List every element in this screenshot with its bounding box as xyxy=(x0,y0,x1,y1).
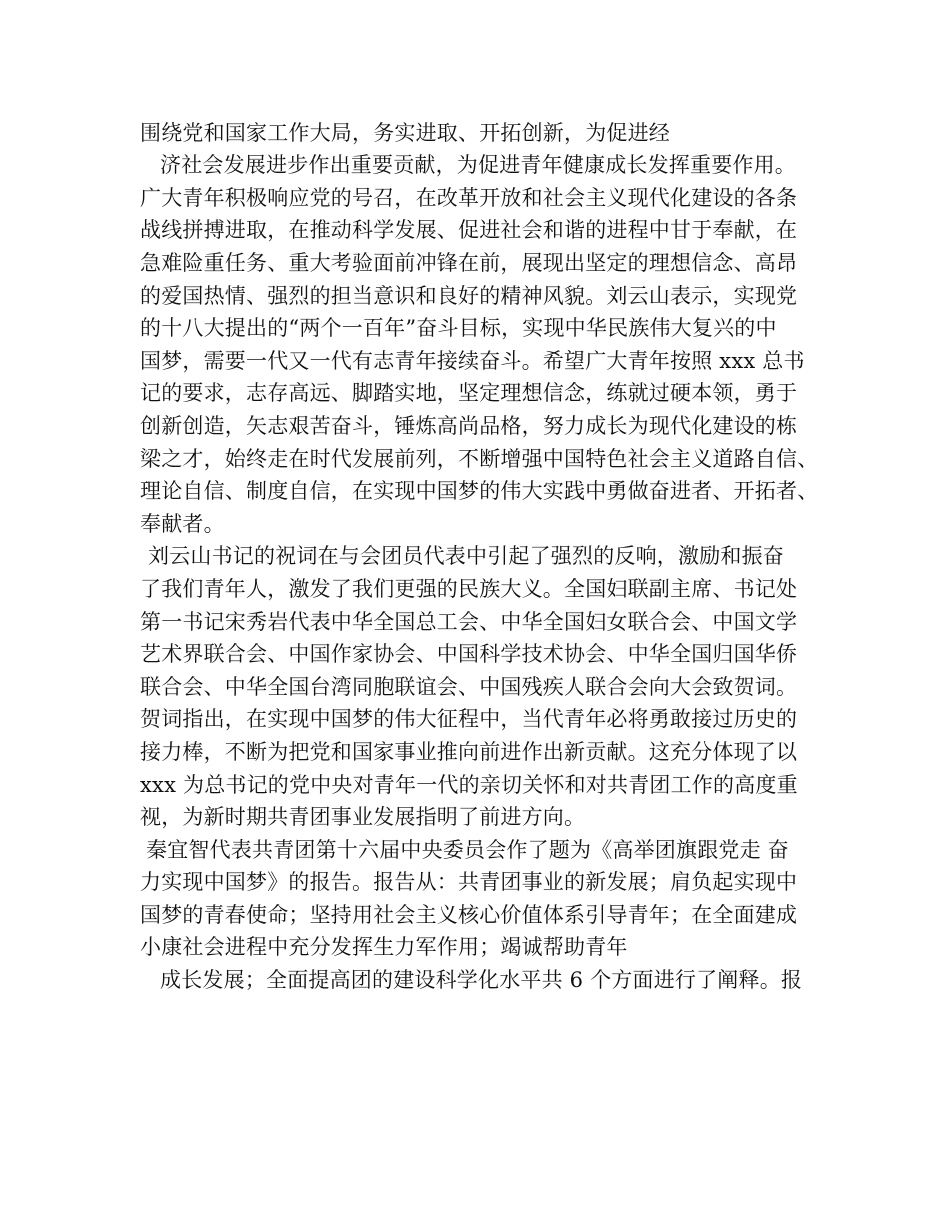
text-line: 成长发展；全面提高团的建设科学化水平共 6 个方面进行了阐释。报 xyxy=(160,968,803,992)
text-line: 战线拼搏进取，在推动科学发展、促进社会和谐的进程中甘于奉献，在 xyxy=(140,218,798,242)
text-line: 创新创造，矢志艰苦奋斗，锤炼高尚品格，努力成长为现代化建设的栋 xyxy=(140,414,798,438)
text-line: 梁之才，始终走在时代发展前列，不断增强中国特色社会主义道路自信、 xyxy=(140,447,819,471)
text-line: 奉献者。 xyxy=(140,512,225,536)
text-line: 接力棒，不断为把党和国家事业推向前进作出新贡献。这充分体现了以 xyxy=(140,740,798,764)
text-line: 理论自信、制度自信，在实现中国梦的伟大实践中勇做奋进者、开拓者、 xyxy=(140,479,819,503)
text-line: 贺词指出，在实现中国梦的伟大征程中，当代青年必将勇敢接过历史的 xyxy=(140,707,798,731)
text-line: 急难险重任务、重大考验面前冲锋在前，展现出坚定的理想信念、高昂 xyxy=(140,251,798,275)
text-line: 刘云山书记的祝词在与会团员代表中引起了强烈的反响，激励和振奋 xyxy=(148,544,784,568)
text-line: 广大青年积极响应党的号召，在改革开放和社会主义现代化建设的各条 xyxy=(140,186,798,210)
text-line: 力实现中国梦》的报告。报告从：共青团事业的新发展；肩负起实现中 xyxy=(140,870,798,894)
text-line: 视，为新时期共青团事业发展指明了前进方向。 xyxy=(140,805,586,829)
text-line: 小康社会进程中充分发挥生力军作用；竭诚帮助青年 xyxy=(140,935,628,959)
text-line: 联合会、中华全国台湾同胞联谊会、中国残疾人联合会向大会致贺词。 xyxy=(140,675,798,699)
text-line: 的爱国热情、强烈的担当意识和良好的精神风貌。刘云山表示，实现党 xyxy=(140,284,798,308)
text-line: 第一书记宋秀岩代表中华全国总工会、中华全国妇女联合会、中国文学 xyxy=(140,610,798,634)
text-line: 艺术界联合会、中国作家协会、中国科学技术协会、中华全国归国华侨 xyxy=(140,642,798,666)
text-line: 国梦的青春使命；坚持用社会主义核心价值体系引导青年；在全面建成 xyxy=(140,903,798,927)
text-line: 的十八大提出的“两个一百年”奋斗目标，实现中华民族伟大复兴的中 xyxy=(140,316,777,340)
text-line: xxx 为总书记的党中央对青年一代的亲切关怀和对共青团工作的高度重 xyxy=(140,773,798,797)
text-line: 秦宜智代表共青团第十六届中央委员会作了题为《高举团旗跟党走 奋 xyxy=(146,838,789,862)
text-line: 济社会发展进步作出重要贡献，为促进青年健康成长发挥重要作用。 xyxy=(160,153,796,177)
text-line: 围绕党和国家工作大局，务实进取、开拓创新，为促进经 xyxy=(140,121,670,145)
text-line: 记的要求，志存高远、脚踏实地，坚定理想信念，练就过硬本领，勇于 xyxy=(140,381,798,405)
text-line: 国梦，需要一代又一代有志青年接续奋斗。希望广大青年按照 xxx 总书 xyxy=(140,349,805,373)
text-line: 了我们青年人，激发了我们更强的民族大义。全国妇联副主席、书记处 xyxy=(140,577,798,601)
